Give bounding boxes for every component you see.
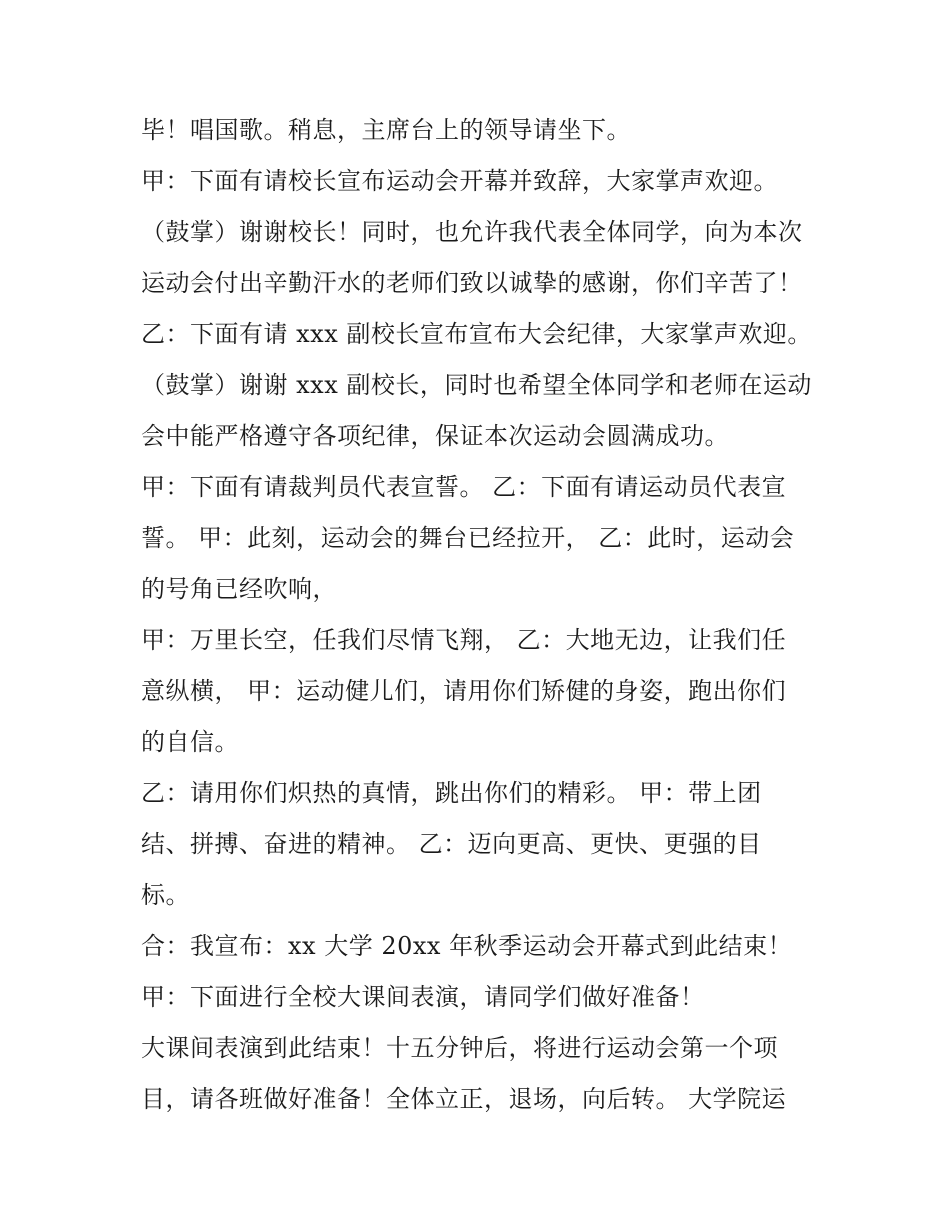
text-line: 意纵横， 甲：运动健儿们，请用你们矫健的身姿，跑出你们 bbox=[141, 677, 787, 705]
text-line: 誓。 甲：此刻，运动会的舞台已经拉开， 乙：此时，运动会 bbox=[141, 524, 795, 552]
text-line: 毕！唱国歌。稍息，主席台上的领导请坐下。 bbox=[141, 116, 631, 144]
text-line: 运动会付出辛勤汗水的老师们致以诚挚的感谢，你们辛苦了！ bbox=[141, 269, 803, 297]
text-line: 结、拼搏、奋进的精神。 乙：迈向更高、更快、更强的目 bbox=[141, 830, 762, 858]
text-line: 合：我宣布：xx 大学 20xx 年秋季运动会开幕式到此结束！ bbox=[141, 932, 793, 960]
text-line: 乙：请用你们炽热的真情，跳出你们的精彩。 甲：带上团 bbox=[141, 779, 762, 807]
text-line: 目，请各班做好准备！全体立正，退场，向后转。 大学院运 bbox=[141, 1085, 787, 1113]
text-line: 甲：万里长空，任我们尽情飞翔， 乙：大地无边，让我们任 bbox=[141, 626, 787, 654]
text-line: 乙：下面有请 xxx 副校长宣布宣布大会纪律，大家掌声欢迎。 bbox=[141, 320, 812, 348]
text-line: （鼓掌）谢谢校长！同时，也允许我代表全体同学，向为本次 bbox=[141, 218, 803, 246]
text-line: 甲：下面进行全校大课间表演，请同学们做好准备！ bbox=[141, 983, 705, 1011]
text-line: （鼓掌）谢谢 xxx 副校长，同时也希望全体同学和老师在运动 bbox=[141, 371, 812, 399]
text-line: 甲：下面有请校长宣布运动会开幕并致辞，大家掌声欢迎。 bbox=[141, 167, 778, 195]
text-line: 的自信。 bbox=[141, 728, 239, 756]
text-line: 甲：下面有请裁判员代表宣誓。 乙：下面有请运动员代表宣 bbox=[141, 473, 787, 501]
text-line: 大课间表演到此结束！十五分钟后，将进行运动会第一个项 bbox=[141, 1034, 778, 1062]
text-line: 会中能严格遵守各项纪律，保证本次运动会圆满成功。 bbox=[141, 422, 729, 450]
text-line: 标。 bbox=[141, 881, 190, 909]
text-line: 的号角已经吹响， bbox=[141, 575, 337, 603]
